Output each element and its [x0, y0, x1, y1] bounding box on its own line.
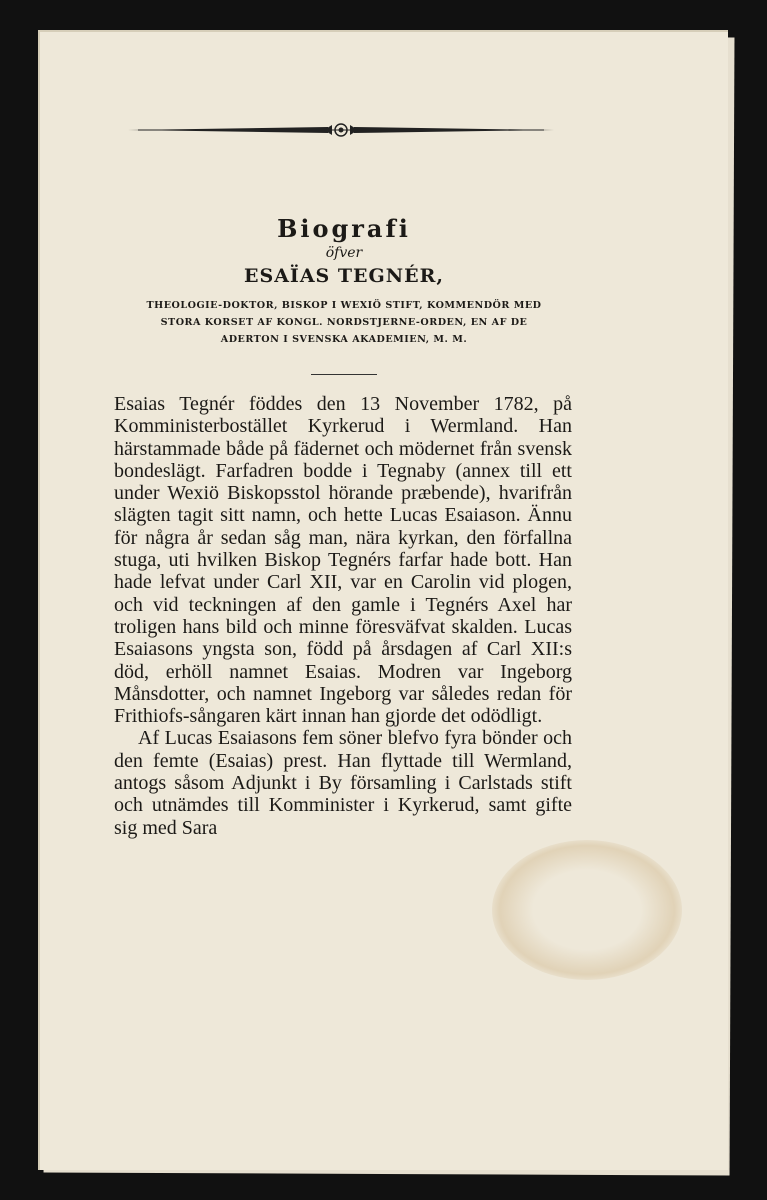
title-connector: öfver: [325, 245, 363, 261]
body-text: [114, 393, 572, 839]
document-page: [38, 30, 728, 1170]
document-title: Biografi: [277, 214, 411, 243]
subtitle-line: THEOLOGIE-DOKTOR, BISKOP I WEXIÖ STIFT, KOMMENDÖR MED: [146, 300, 542, 311]
divider: [311, 374, 377, 375]
subject-name: ESAÏAS TEGNÉR,: [243, 265, 444, 287]
ornamental-rule: [128, 122, 554, 138]
subtitle-line: ADERTON I SVENSKA AKADEMIEN, M. M.: [220, 334, 468, 345]
page-content: [114, 214, 572, 839]
paragraph: Af Lucas Esaiasons fem söner blefvo fyra bönder och den femte (Esaias) prest. Han flyttade till Wermland, antogs såsom Adjunkt i By församling i Carlstads stift och utnämdes till Komminister i Kyrkerud, samt gifte sig med Sara: [114, 727, 572, 839]
subtitle-block: [94, 297, 594, 348]
paragraph: Esaias Tegnér föddes den 13 November 1782, på Komministerbostället Kyrkerud i Wermland. Han härstammade både på fädernet och mödernet från svensk bondeslägt. Farfadren bodde i Tegnaby (annex till ett under Wexiö Biskopsstol hörande præbende), hvarifrån slägten tagit sitt namn, och hette Lucas Esaiason. Ännu för några år sedan såg man, nära kyrkan, den förfallna stuga, uti hvilken Biskop Tegnérs farfar hade bott. Han hade lefvat under Carl XII, var en Carolin vid plogen, och vid teckningen af den gamle i Tegnérs Axel har troligen hans bild och minne föresväfvat skalden. Lucas Esaiasons yngsta son, född på årsdagen af Carl XII:s död, erhöll namnet Esaias. Modren var Ingeborg Månsdotter, och namnet Ingeborg var således redan för Frithiofs-sångaren kärt innan han gjorde det odödligt.: [114, 393, 572, 728]
subtitle-line: STORA KORSET AF KONGL. NORDSTJERNE-ORDEN, EN AF DE: [160, 317, 528, 328]
water-stain: [492, 840, 682, 980]
